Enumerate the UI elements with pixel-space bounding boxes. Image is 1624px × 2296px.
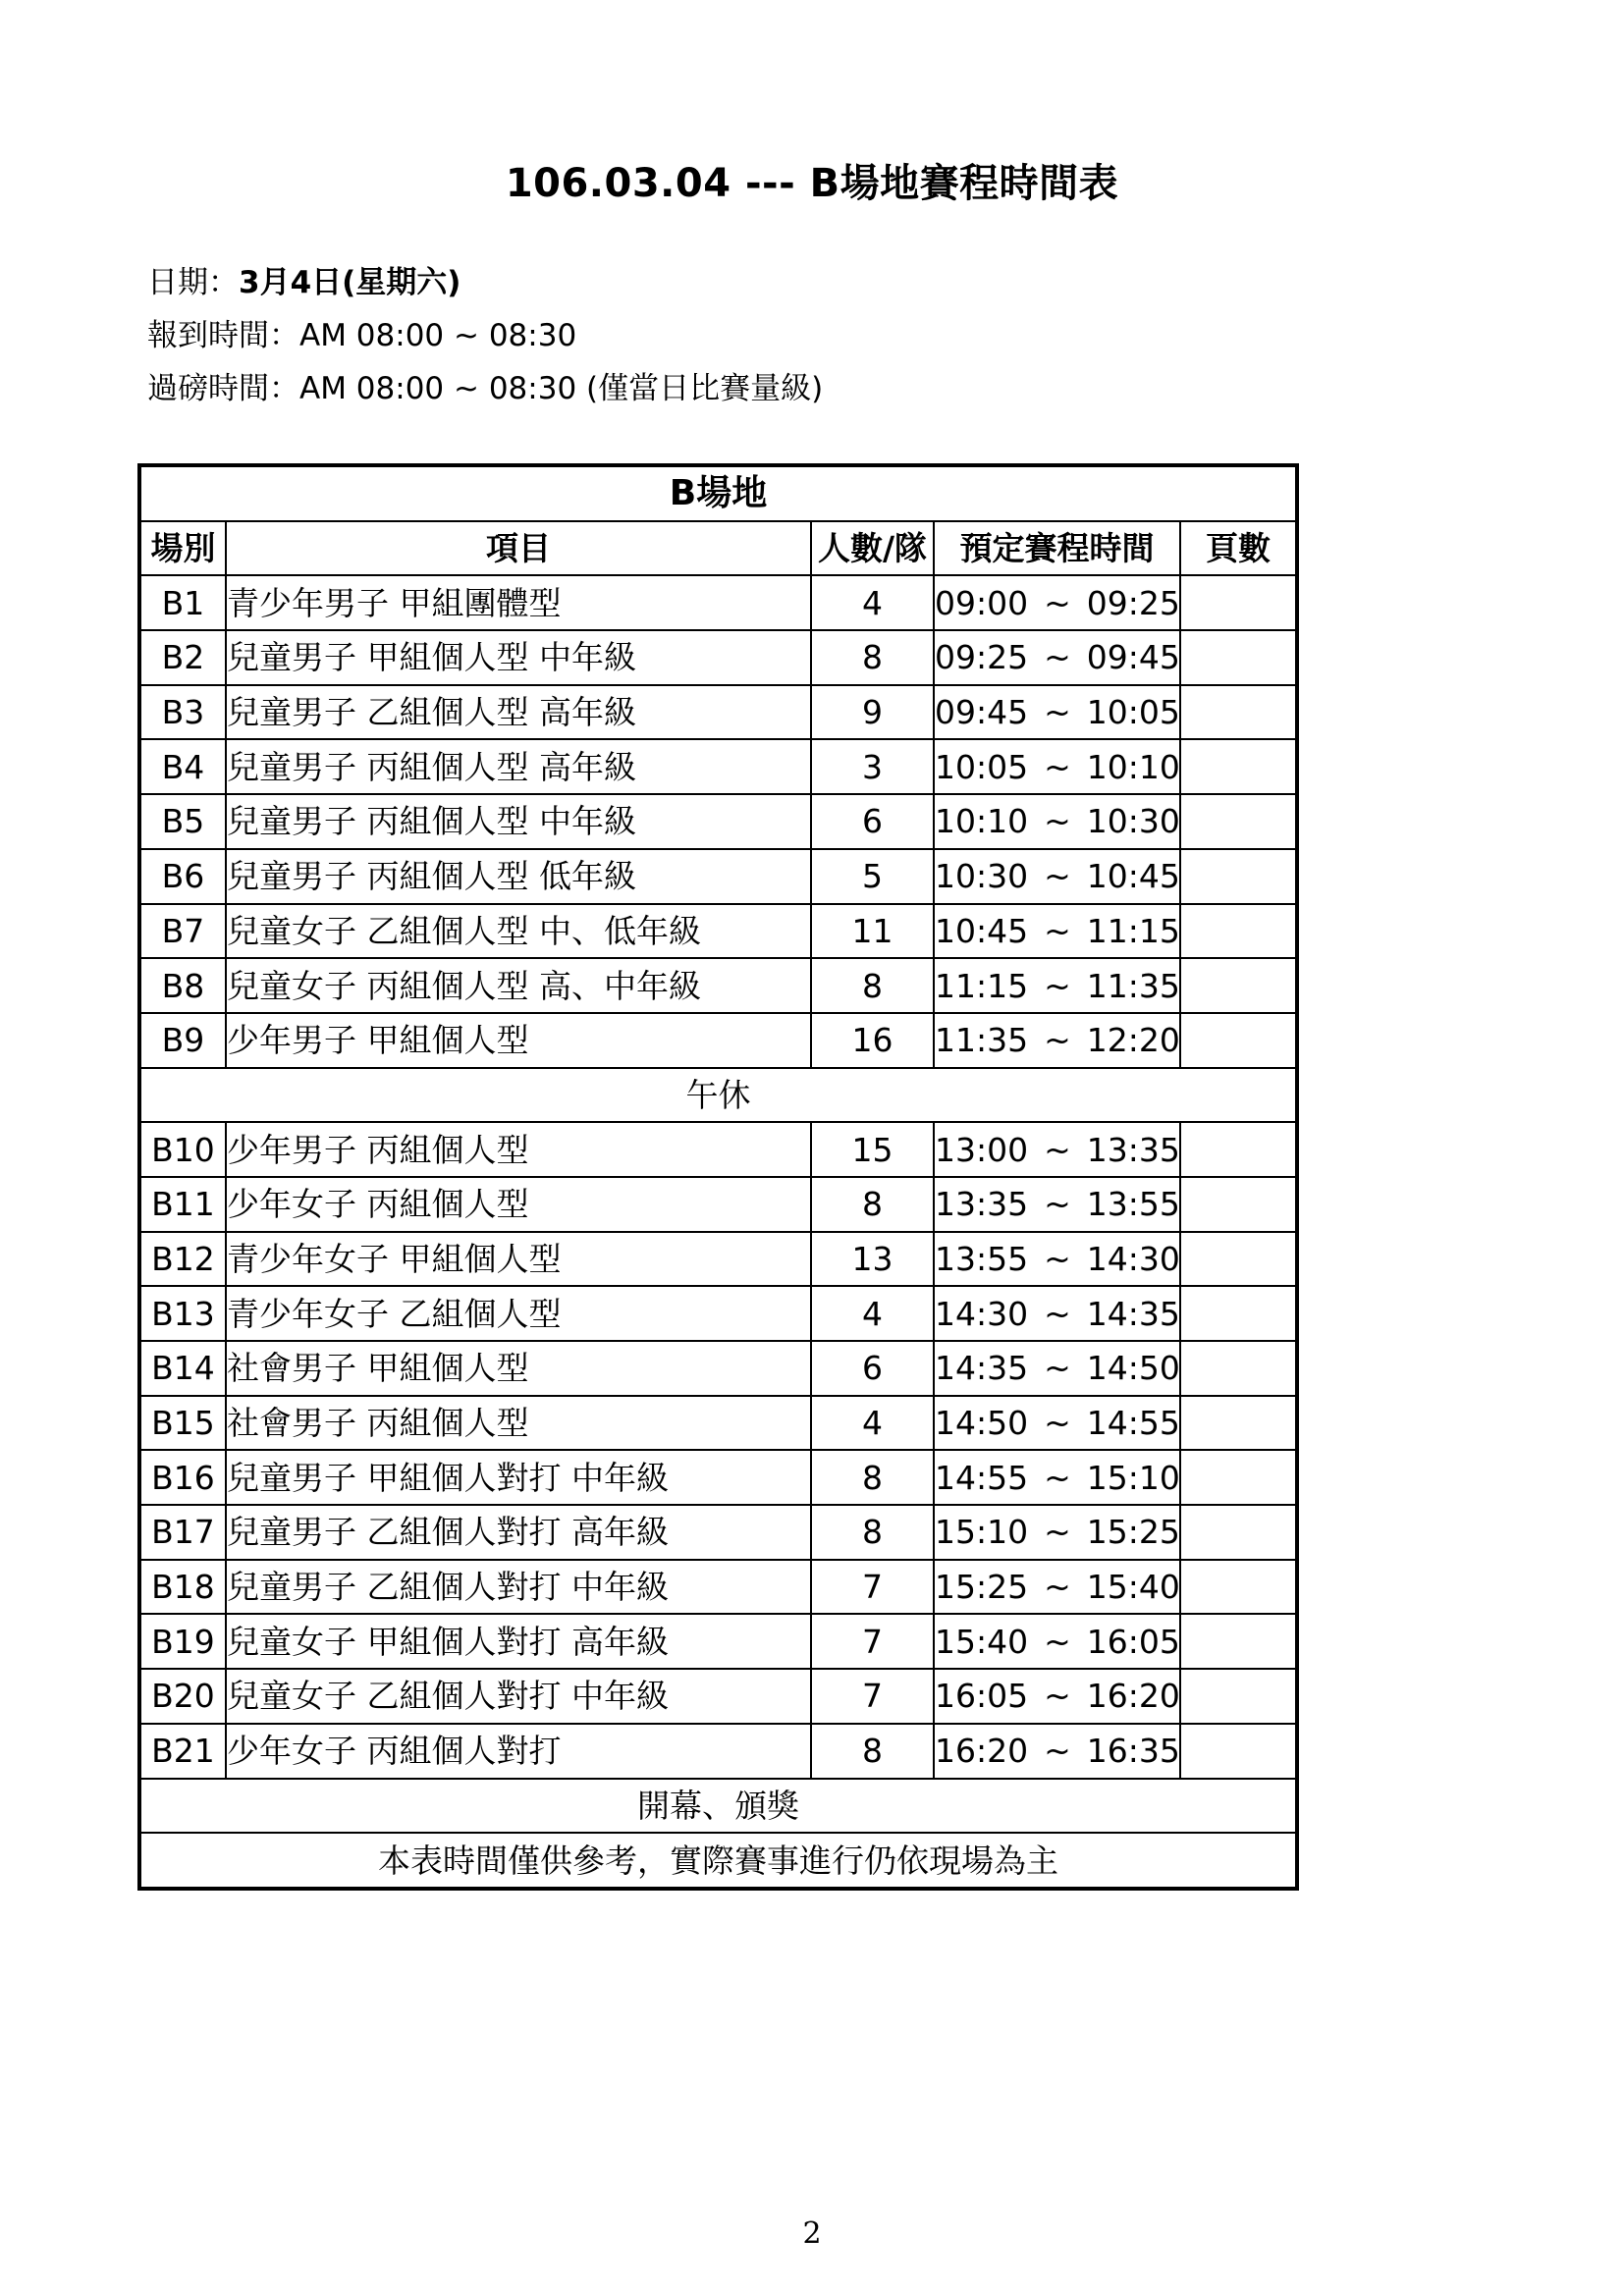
event-name: 兒童女子 乙組個人型 中、低年級 [226,904,811,959]
match-code: B20 [139,1669,226,1724]
page-ref [1180,575,1297,630]
event-name: 兒童女子 乙組個人對打 中年級 [226,1669,811,1724]
scheduled-time [934,1286,1180,1341]
match-code: B4 [139,739,226,794]
table-row [139,904,1297,959]
match-code: B5 [139,794,226,849]
scheduled-time [934,1177,1180,1232]
start-time: 13:35 [935,1185,1029,1224]
start-time: 16:05 [935,1677,1029,1716]
schedule-table [137,463,1299,1891]
match-code: B16 [139,1450,226,1505]
time-separator: ~ [1044,1458,1071,1497]
start-time: 15:25 [935,1568,1029,1607]
col-header-page: 頁數 [1180,521,1297,576]
scheduled-time [934,904,1180,959]
start-time: 14:55 [935,1458,1029,1497]
event-name: 青少年男子 甲組團體型 [226,575,811,630]
participant-count: 4 [811,575,934,630]
participant-count: 6 [811,1341,934,1396]
page-number: 2 [802,2216,822,2251]
match-code: B3 [139,685,226,740]
start-time: 10:10 [935,802,1029,841]
end-time: 16:05 [1086,1622,1180,1661]
col-header-code: 場別 [139,521,226,576]
table-row [139,685,1297,740]
match-code: B17 [139,1505,226,1560]
match-code: B11 [139,1177,226,1232]
start-time: 10:30 [935,857,1029,896]
participant-count: 3 [811,739,934,794]
start-time: 16:20 [935,1732,1029,1771]
participant-count: 11 [811,904,934,959]
table-row [139,575,1297,630]
event-name: 青少年女子 乙組個人型 [226,1286,811,1341]
page-ref [1180,958,1297,1013]
event-name: 兒童女子 丙組個人型 高、中年級 [226,958,811,1013]
lunch-row [139,1068,1297,1123]
participant-count: 4 [811,1396,934,1451]
time-separator: ~ [1044,1130,1071,1169]
start-time: 14:35 [935,1349,1029,1388]
scheduled-time [934,685,1180,740]
page-ref [1180,1560,1297,1615]
scheduled-time [934,1669,1180,1724]
participant-count: 7 [811,1560,934,1615]
scheduled-time [934,849,1180,904]
page-ref [1180,1505,1297,1560]
time-separator: ~ [1044,857,1071,896]
scheduled-time [934,1450,1180,1505]
time-separator: ~ [1044,1677,1071,1716]
time-separator: ~ [1044,802,1071,841]
table-row [139,958,1297,1013]
page-ref [1180,1724,1297,1779]
participant-count: 9 [811,685,934,740]
end-time: 11:35 [1086,966,1180,1005]
ceremony: 開幕、頒獎 [139,1779,1297,1834]
table-row [139,1122,1297,1177]
participant-count: 7 [811,1614,934,1669]
match-code: B19 [139,1614,226,1669]
participant-count: 5 [811,849,934,904]
event-name: 社會男子 丙組個人型 [226,1396,811,1451]
event-name: 社會男子 甲組個人型 [226,1341,811,1396]
end-time: 10:05 [1086,693,1180,732]
event-name: 兒童女子 甲組個人對打 高年級 [226,1614,811,1669]
scheduled-time [934,1341,1180,1396]
table-row [139,1669,1297,1724]
start-time: 14:50 [935,1404,1029,1443]
scheduled-time [934,794,1180,849]
end-time: 10:45 [1086,857,1180,896]
event-name: 兒童男子 甲組個人對打 中年級 [226,1450,811,1505]
start-time: 13:55 [935,1239,1029,1278]
time-separator: ~ [1044,1622,1071,1661]
table-row [139,794,1297,849]
start-time: 10:45 [935,911,1029,950]
page-ref [1180,904,1297,959]
page-ref [1180,1232,1297,1287]
end-time: 11:15 [1086,911,1180,950]
table-row [139,1286,1297,1341]
end-time: 15:25 [1086,1513,1180,1552]
scheduled-time [934,1614,1180,1669]
page-ref [1180,739,1297,794]
col-header-time: 預定賽程時間 [934,521,1180,576]
participant-count: 8 [811,1505,934,1560]
end-time: 16:20 [1086,1677,1180,1716]
afternoon-rows [139,1122,1297,1778]
start-time: 14:30 [935,1294,1029,1333]
date-value: 3月4日(星期六) [239,265,461,300]
scheduled-time [934,1724,1180,1779]
match-code: B10 [139,1122,226,1177]
time-separator: ~ [1044,911,1071,950]
time-separator: ~ [1044,747,1071,786]
lunch-break: 午休 [139,1068,1297,1123]
end-time: 09:45 [1086,638,1180,677]
participant-count: 6 [811,794,934,849]
event-name: 少年女子 丙組個人對打 [226,1724,811,1779]
page-ref [1180,685,1297,740]
venue-title: B場地 [139,465,1297,521]
event-name: 兒童男子 乙組個人對打 高年級 [226,1505,811,1560]
table-row [139,1232,1297,1287]
participant-count: 8 [811,630,934,685]
scheduled-time [934,739,1180,794]
event-name: 兒童男子 丙組個人型 高年級 [226,739,811,794]
page-ref [1180,1669,1297,1724]
end-time: 13:55 [1086,1185,1180,1224]
ceremony-row [139,1779,1297,1834]
page-ref [1180,1396,1297,1451]
event-name: 青少年女子 甲組個人型 [226,1232,811,1287]
time-separator: ~ [1044,966,1071,1005]
scheduled-time [934,630,1180,685]
scheduled-time [934,958,1180,1013]
schedule-note: 本表時間僅供參考，實際賽事進行仍依現場為主 [139,1833,1297,1889]
scheduled-time [934,1122,1180,1177]
match-code: B18 [139,1560,226,1615]
participant-count: 13 [811,1232,934,1287]
time-separator: ~ [1044,1021,1071,1060]
match-code: B21 [139,1724,226,1779]
match-code: B8 [139,958,226,1013]
table-row [139,1177,1297,1232]
match-code: B15 [139,1396,226,1451]
date-label: 日期： [147,265,239,300]
page-ref [1180,1341,1297,1396]
venue-row [139,465,1297,521]
table-row [139,1341,1297,1396]
time-separator: ~ [1044,1404,1071,1443]
match-code: B13 [139,1286,226,1341]
scheduled-time [934,1505,1180,1560]
page-ref [1180,1614,1297,1669]
start-time: 13:00 [935,1130,1029,1169]
start-time: 11:15 [935,966,1029,1005]
start-time: 15:10 [935,1513,1029,1552]
checkin-time: 報到時間：AM 08:00 ~ 08:30 [147,318,577,353]
match-code: B1 [139,575,226,630]
end-time: 10:10 [1086,747,1180,786]
match-code: B7 [139,904,226,959]
col-header-item: 項目 [226,521,811,576]
start-time: 15:40 [935,1622,1029,1661]
table-row [139,1560,1297,1615]
table-row [139,1396,1297,1451]
table-row [139,1505,1297,1560]
end-time: 09:25 [1086,583,1180,622]
participant-count: 8 [811,1177,934,1232]
event-name: 兒童男子 甲組個人型 中年級 [226,630,811,685]
end-time: 15:40 [1086,1568,1180,1607]
event-name: 兒童男子 丙組個人型 中年級 [226,794,811,849]
header-row [139,521,1297,576]
time-separator: ~ [1044,1185,1071,1224]
match-code: B9 [139,1013,226,1068]
participant-count: 8 [811,1724,934,1779]
event-name: 兒童男子 丙組個人型 低年級 [226,849,811,904]
end-time: 12:20 [1086,1021,1180,1060]
table-row [139,1013,1297,1068]
weighin-time: 過磅時間：AM 08:00 ~ 08:30 (僅當日比賽量級) [147,371,824,406]
table-row [139,1724,1297,1779]
page-ref [1180,1177,1297,1232]
scheduled-time [934,1013,1180,1068]
participant-count: 7 [811,1669,934,1724]
event-name: 少年男子 甲組個人型 [226,1013,811,1068]
note-row [139,1833,1297,1889]
time-separator: ~ [1044,638,1071,677]
page-title: 106.03.04 --- B場地賽程時間表 [505,161,1119,206]
scheduled-time [934,1560,1180,1615]
time-separator: ~ [1044,1513,1071,1552]
end-time: 14:30 [1086,1239,1180,1278]
match-code: B2 [139,630,226,685]
match-code: B12 [139,1232,226,1287]
end-time: 15:10 [1086,1458,1180,1497]
end-time: 13:35 [1086,1130,1180,1169]
event-name: 兒童男子 乙組個人對打 中年級 [226,1560,811,1615]
lunch-section [139,1068,1297,1123]
morning-rows [139,575,1297,1067]
col-header-count: 人數/隊 [811,521,934,576]
page-ref [1180,1286,1297,1341]
start-time: 11:35 [935,1021,1029,1060]
page-ref [1180,794,1297,849]
table-row [139,739,1297,794]
page-ref [1180,1450,1297,1505]
participant-count: 8 [811,1450,934,1505]
time-separator: ~ [1044,1239,1071,1278]
page-ref [1180,849,1297,904]
date-line [147,263,460,302]
table-row [139,1450,1297,1505]
end-time: 14:50 [1086,1349,1180,1388]
page-ref [1180,1013,1297,1068]
time-separator: ~ [1044,583,1071,622]
time-separator: ~ [1044,693,1071,732]
start-time: 09:00 [935,583,1029,622]
match-code: B14 [139,1341,226,1396]
start-time: 09:25 [935,638,1029,677]
participant-count: 16 [811,1013,934,1068]
end-time: 14:35 [1086,1294,1180,1333]
end-time: 10:30 [1086,802,1180,841]
scheduled-time [934,1232,1180,1287]
start-time: 09:45 [935,693,1029,732]
table-row [139,1614,1297,1669]
table-row [139,630,1297,685]
start-time: 10:05 [935,747,1029,786]
scheduled-time [934,575,1180,630]
time-separator: ~ [1044,1568,1071,1607]
time-separator: ~ [1044,1349,1071,1388]
time-separator: ~ [1044,1732,1071,1771]
end-time: 14:55 [1086,1404,1180,1443]
match-code: B6 [139,849,226,904]
event-name: 少年男子 丙組個人型 [226,1122,811,1177]
participant-count: 15 [811,1122,934,1177]
participant-count: 4 [811,1286,934,1341]
footer-section [139,1779,1297,1889]
event-name: 少年女子 丙組個人型 [226,1177,811,1232]
end-time: 16:35 [1086,1732,1180,1771]
time-separator: ~ [1044,1294,1071,1333]
participant-count: 8 [811,958,934,1013]
page-ref [1180,630,1297,685]
page-ref [1180,1122,1297,1177]
table-row [139,849,1297,904]
event-name: 兒童男子 乙組個人型 高年級 [226,685,811,740]
scheduled-time [934,1396,1180,1451]
